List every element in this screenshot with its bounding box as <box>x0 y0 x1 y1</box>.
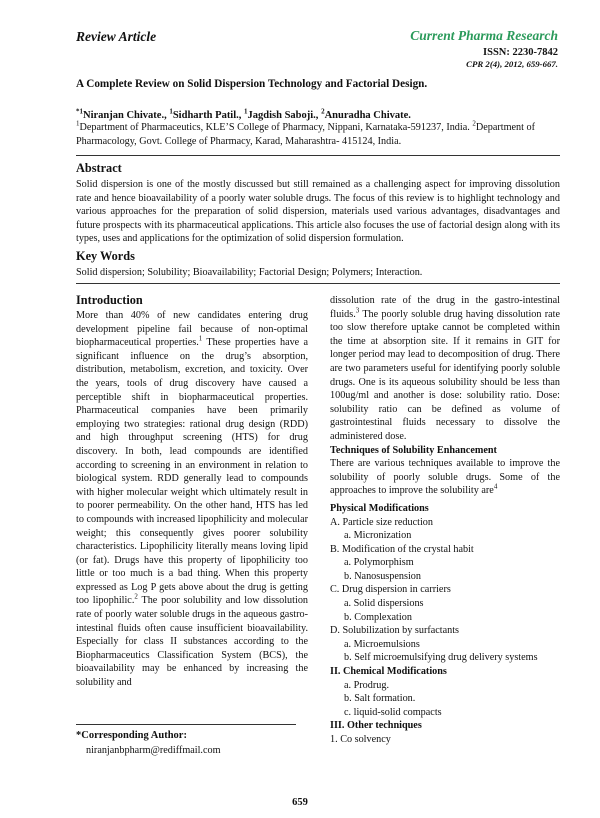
introduction-heading: Introduction <box>76 293 143 307</box>
list-item: a. Polymorphism <box>344 557 414 569</box>
list-item: c. liquid-solid compacts <box>344 706 442 718</box>
other-heading: III. Other techniques <box>330 720 422 732</box>
footnote-divider <box>76 724 296 725</box>
citation: CPR 2(4), 2012, 659-667. <box>466 59 558 69</box>
paper-title: A Complete Review on Solid Dispersion Technology and Factorial Design. <box>76 78 428 90</box>
introduction-text: More than 40% of new candidates entering drug development pipeline fail because of non-optimal biopharmaceutical properties.$^1$ These properties have a significant influence on the drug’s absorption, distribution, metabolism, excretion, and toxicity. Over the years, tools of drug discovery have caused a perceptible shift in biopharmaceutical properties. Pharmaceutical companies have been primarily employing two strategies: rational drug design (RDD) and high throughput screening (HTS) for drug discovery. In both, lead compounds are identified according to screening in an environment in relation to biological system. RDD generally lead to compounds with higher molecular weight which ultimately result in to poorer permeability. On the other hand, HTS has led to compounds with increased lipophilicity and molecular weight; this consequently gives poorer solubility characteristics. Lipophilicity literally means loving lipid (or fat). Drugs have this property of lipophilicity too little or too much is a bad thing. When this property expressed as Log P gets above about the drug is getting too lipophilic.$^2$ The poor solubility and low dissolution rate of poorly water soluble drugs in the aqueous gastro-intestinal fluids often cause insufficient bioavailability. Especially for class II substances according to the Biopharmaceutics Classification System (BCS), the bioavailability may be enhanced by increasing the solubility and <box>76 310 309 689</box>
corresponding-email[interactable]: niranjanbpharm@rediffmail.com <box>86 745 221 756</box>
keywords-text: Solid dispersion; Solubility; Bioavailability; Factorial Design; Polymers; Interaction. <box>76 267 423 278</box>
techniques-text: There are various techniques available to improve the solubility of poorly soluble drugs. Some of the approaches to improve the solubility are$^4$ <box>330 458 560 497</box>
list-item: b. Nanosuspension <box>344 570 421 582</box>
chemical-list <box>330 679 560 720</box>
list-item: C. Drug dispersion in carriers <box>330 584 451 596</box>
list-item: a. Micronization <box>344 530 412 542</box>
list-item: a. Microemulsions <box>344 638 420 650</box>
keywords-heading: Key Words <box>76 249 135 263</box>
list-item: D. Solubilization by surfactants <box>330 625 460 637</box>
issn: ISSN: 2230-7842 <box>483 47 558 58</box>
list-item: b. Self microemulsifying drug delivery systems <box>344 652 538 664</box>
list-item: 1. Co solvency <box>330 734 391 745</box>
corresponding-heading: *Corresponding Author: <box>76 730 187 741</box>
chemical-heading: II. Chemical Modifications <box>330 666 447 678</box>
authors: $^{*1}$Niranjan Chivate., $^1$Sidharth Patil., $^1$Jagdish Saboji., $^2$Anuradha Chivate. <box>76 107 411 121</box>
list-item: b. Salt formation. <box>344 693 416 705</box>
list-item: A. Particle size reduction <box>330 516 433 528</box>
continuation-text: dissolution rate of the drug in the gastro-intestinal fluids.$^3$ The poorly soluble drug having dissolution rate too slow therefore uptake cannot be completed within the time at absorption site. If it remains in GIT for longer period may lead to decomposition of drug. There are two parameters useful for identifying poorly soluble drugs. One is its aqueous solubility should be less than 100ug/ml and another is dose: solubility ratio. Dose: solubility ratio can be defined as volume of gastrointestinal fluids necessary to dissolve the administered dose. <box>330 295 560 442</box>
list-item: b. Complexation <box>344 611 412 623</box>
right-column <box>330 294 560 747</box>
physical-list <box>330 516 560 666</box>
techniques-heading: Techniques of Solubility Enhancement <box>330 444 497 456</box>
physical-heading: Physical Modifications <box>330 502 429 514</box>
divider-mid <box>76 283 560 284</box>
abstract-text: Solid dispersion is one of the mostly discussed but still remained as a challenging aspect for improving dissolution rate and hence bioavailability of a poorly water soluble drugs. The focus of this review is to highlight technology and various approaches for the preparation of solid dispersion, materials used various advantages, disadvantages and future prospects with its pharmaceutical applications. This article also focuses the use of factorial design along with its types, uses and applications for the optimization of solid dispersion formulation. <box>76 179 560 244</box>
abstract-heading: Abstract <box>76 161 122 175</box>
divider-top <box>76 155 560 156</box>
list-item: a. Solid dispersions <box>344 598 424 610</box>
journal-name: Current Pharma Research <box>410 28 558 43</box>
affiliations: $^1$Department of Pharmaceutics, KLE’S College of Pharmacy, Nippani, Karnataka-591237, India. $^2$Department of Pharmacology, Govt. College of Pharmacy, Karad, Maharashtra- 415124, India. <box>76 119 535 147</box>
list-item: a. Prodrug. <box>344 679 389 691</box>
article-type: Review Article <box>76 29 157 44</box>
other-list <box>330 733 560 747</box>
list-item: B. Modification of the crystal habit <box>330 543 474 555</box>
page-number: 659 <box>292 797 308 808</box>
